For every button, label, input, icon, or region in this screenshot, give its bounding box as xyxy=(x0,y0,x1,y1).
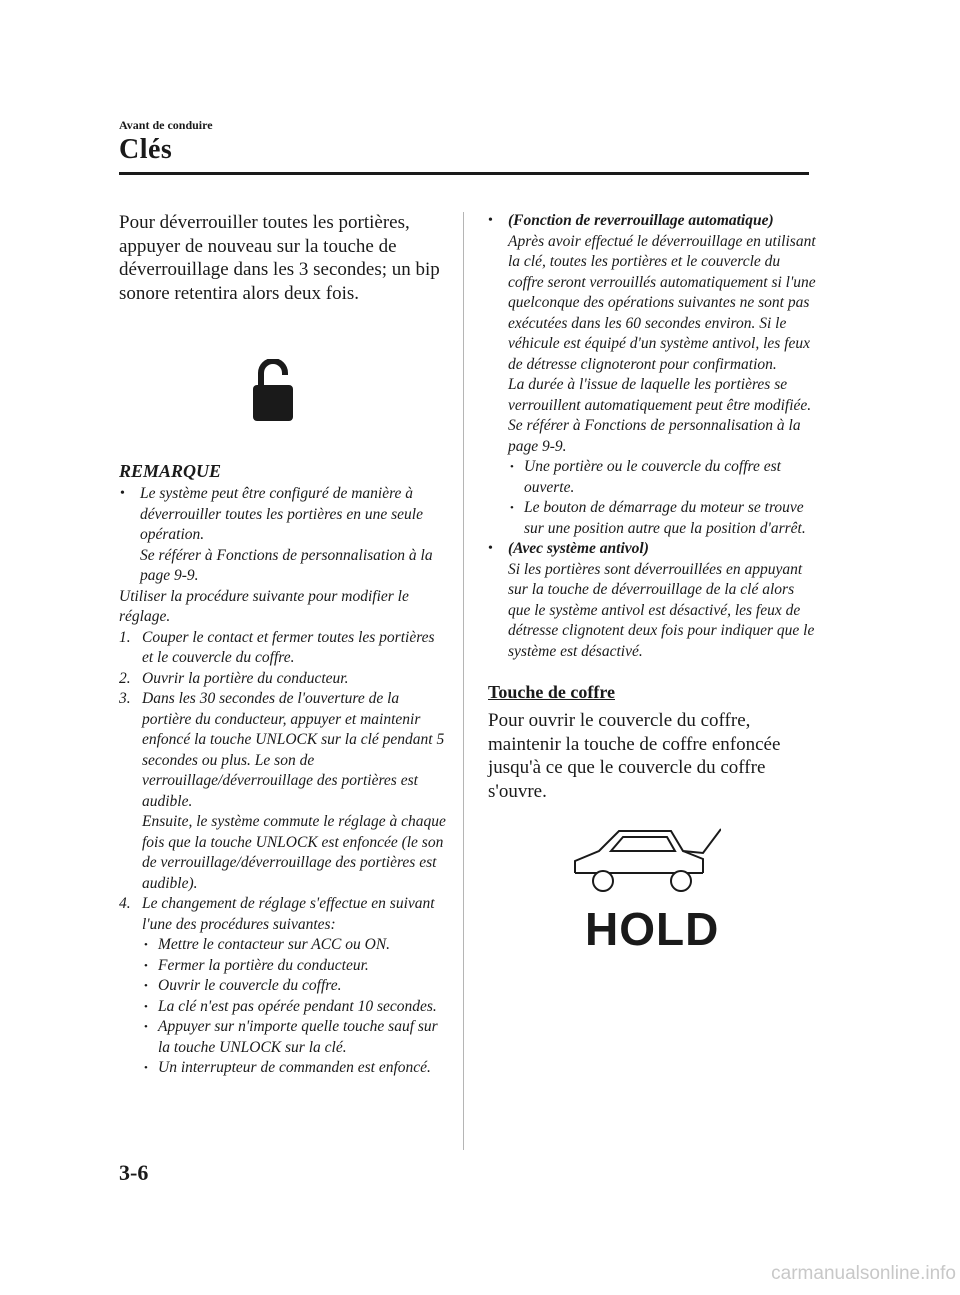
car-trunk-open-icon xyxy=(571,825,721,899)
unlock-padlock-icon xyxy=(253,359,293,421)
step-item: 4. Le changement de réglage s'effectue en suivant l'une des procédures suivantes: xyxy=(119,895,435,933)
relock-heading: • (Fonction de reverrouillage automatique) xyxy=(508,212,774,229)
list-item: • Ouvrir le couvercle du coffre. xyxy=(142,976,449,997)
trunk-heading: Touche de coffre xyxy=(488,682,615,702)
hold-label: HOLD xyxy=(585,903,720,955)
step3-extra: Ensuite, le système commute le réglage à chaque fois que la touche UNLOCK est enfoncée (le son de verrouillage/déverrouillage des portières est audible). xyxy=(142,813,446,892)
section-label: Avant de conduire xyxy=(119,118,213,132)
list-item: • Une portière ou le couvercle du coffre est ouverte. xyxy=(508,457,818,498)
relock-bullet: • (Fonction de reverrouillage automatique) Après avoir effectué le déverrouillage en utilisant la clé, toutes les portières et le couvercle du coffre seront verrouillés automatiquement si l'une quelconque des opérations suivantes ne sont pas exécutées dans les 60 secondes environ. Si le véhicule est équipé d'un système antivol, les feux de détresse clignoteront pour confirmation. La durée à l'issue de laquelle les portières se verrouillent automatiquement peut être modifiée. Se référer à Fonctions de personnalisation à la page 9-9. • Une portière ou le couvercle du coffre est ouverte. • Le bouton de démarrage du moteur se trouve sur une position autre que la position d'arrêt. xyxy=(488,211,818,539)
page-number: 3-6 xyxy=(119,1160,149,1185)
list-item: • Mettre le contacteur sur ACC ou ON. xyxy=(142,935,449,956)
page-title: Clés xyxy=(119,134,173,165)
relock-reference: Se référer à Fonctions de personnalisation à la page 9-9. xyxy=(508,417,801,455)
procedure-intro: Utiliser la procédure suivante pour modifier le réglage. xyxy=(119,587,409,625)
left-column xyxy=(119,211,449,1079)
step-item: 1. Couper le contact et fermer toutes les portières et le couvercle du coffre. xyxy=(119,628,435,666)
list-item: • Un interrupteur de commanden est enfoncé. xyxy=(142,1058,449,1079)
list-item: • Fermer la portière du conducteur. xyxy=(142,956,449,977)
right-column xyxy=(488,211,818,955)
watermark: carmanualsonline.info xyxy=(771,1263,956,1284)
column-divider xyxy=(463,212,464,1150)
list-item: • La clé n'est pas opérée pendant 10 secondes. xyxy=(142,997,449,1018)
note-heading: REMARQUE xyxy=(119,461,222,481)
antitheft-heading: • (Avec système antivol) xyxy=(508,540,649,557)
intro-paragraph: Pour déverrouiller toutes les portières, appuyer de nouveau sur la touche de déverrouillage dans les 3 secondes; un bip sonore retentira alors deux fois. xyxy=(119,212,440,304)
trunk-paragraph: Pour ouvrir le couvercle du coffre, maintenir la touche de coffre enfoncée jusqu'à ce que le couvercle du coffre s'ouvre. xyxy=(488,710,781,802)
list-item: • Appuyer sur n'importe quelle touche sauf sur la touche UNLOCK sur la clé. xyxy=(142,1017,449,1058)
note-reference: Se référer à Fonctions de personnalisation à la page 9-9. xyxy=(140,546,433,584)
step-item: 2. Ouvrir la portière du conducteur. xyxy=(119,669,349,687)
list-item: • Le bouton de démarrage du moteur se trouve sur une position autre que la position d'arrêt. xyxy=(508,498,818,539)
header-rule xyxy=(119,172,809,175)
note-bullet: • Le système peut être configuré de manière à déverrouiller toutes les portières en une seule opération. Se référer à Fonctions de personnalisation à la page 9-9. xyxy=(119,484,449,587)
step-item: 3. Dans les 30 secondes de l'ouverture de la portière du conducteur, appuyer et maintenir enfoncé la touche UNLOCK sur la clé pendant 5 secondes ou plus. Le son de verrouillage/déverrouillage des portières est audible. xyxy=(119,690,445,810)
trunk-figure xyxy=(571,825,818,955)
antitheft-bullet: • (Avec système antivol) Si les portières sont déverrouillées en appuyant sur la touche de déverrouillage de la clé alors que le système antivol est désactivé, les feux de détresse clignotent deux fois pour indiquer que le système est désactivé. xyxy=(488,539,818,662)
